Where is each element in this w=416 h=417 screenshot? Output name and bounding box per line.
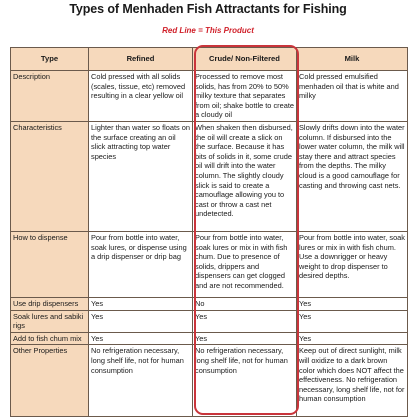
table-cell: No — [193, 297, 297, 310]
column-header-refined: Refined — [89, 48, 193, 71]
table-row — [11, 121, 408, 231]
page-title: Types of Menhaden Fish Attractants for Fishing — [69, 2, 347, 16]
table-cell: No refrigeration necessary, long shelf life, not for human consumption — [193, 345, 297, 417]
table-row — [11, 310, 408, 332]
column-header-milk: Milk — [297, 48, 408, 71]
comparison-table — [10, 47, 408, 417]
table-cell: Lighter than water so floats on the surface creating an oil slick attracting top water species — [89, 121, 193, 231]
table-cell: Slowly drifts down into the water column. If disbursed into the lower water column, the milk will stay there and attract species from the depths. The milky cloud is a good camouflage for casting and throwing cast nets. — [297, 121, 408, 231]
column-header-type: Type — [11, 48, 89, 71]
table-cell: Cold pressed with all solids (scales, tissue, etc) removed resulting in a clear yellow oil — [89, 71, 193, 122]
table-cell: Yes — [89, 310, 193, 332]
row-label: Soak lures and sabiki rigs — [11, 310, 89, 332]
legend-note: Red Line = This Product — [162, 26, 254, 35]
table-cell: Yes — [89, 297, 193, 310]
column-header-crude: Crude/ Non-Filtered — [193, 48, 297, 71]
table-cell: Yes — [193, 310, 297, 332]
table-cell: Pour from bottle into water, soak lures or mix in with fish chum. Due to presence of solids, drippers and dispensers can get clogged and are not recommended. — [193, 231, 297, 297]
row-label: Use drip dispensers — [11, 297, 89, 310]
table-cell: Keep out of direct sunlight, milk will oxidize to a dark brown color which does NOT affect the effectiveness. No refrigeration necessary, long shelf life, not for human consumption — [297, 345, 408, 417]
table-cell: Pour from bottle into water, soak lures, or dispense using a drip dispenser or drip bag — [89, 231, 193, 297]
table-cell: Pour from bottle into water, soak lures or mix in with fish chum. Use a downrigger or heavy weight to drop dispenser to desired depths. — [297, 231, 408, 297]
table-cell: Yes — [297, 310, 408, 332]
row-label: Characteristics — [11, 121, 89, 231]
table-row — [11, 297, 408, 310]
table-row — [11, 231, 408, 297]
table-cell: When shaken then disbursed, the oil will create a slick on the surface. Because it has bits of solids in it, some crude oil will drift into the water column. The slightly cloudy slick is said to create a camouflage allowing you to cast or throw a cast net undetected. — [193, 121, 297, 231]
row-label: How to dispense — [11, 231, 89, 297]
row-label: Add to fish chum mix — [11, 332, 89, 345]
row-label: Description — [11, 71, 89, 122]
table-cell: Yes — [297, 297, 408, 310]
table-cell: Yes — [89, 332, 193, 345]
table-cell: No refrigeration necessary, long shelf life, not for human consumption — [89, 345, 193, 417]
table-cell: Cold pressed emulsified menhaden oil that is white and milky — [297, 71, 408, 122]
header-row — [11, 48, 408, 71]
table-row — [11, 71, 408, 122]
row-label: Other Properties — [11, 345, 89, 417]
table-cell: Yes — [193, 332, 297, 345]
table-row — [11, 345, 408, 417]
table-cell: Yes — [297, 332, 408, 345]
table-cell: Processed to remove most solids, has from 20% to 50% milky texture that separates from oil; shake bottle to create a cloudy oil — [193, 71, 297, 122]
table-row — [11, 332, 408, 345]
